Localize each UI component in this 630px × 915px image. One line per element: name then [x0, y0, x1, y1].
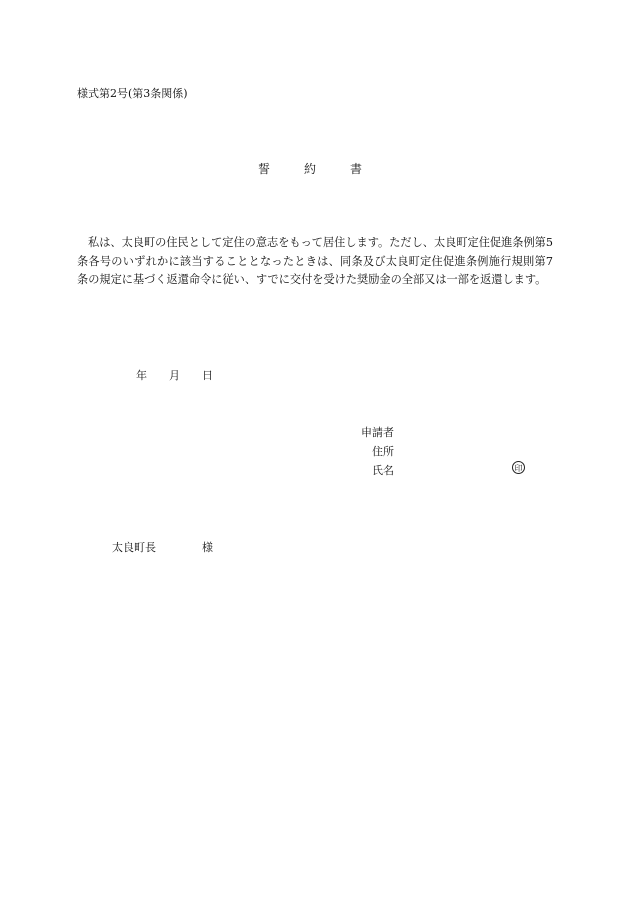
- month-label: 月: [169, 369, 180, 382]
- addressee-honorific: 様: [202, 541, 213, 554]
- title-char-1: 誓: [258, 162, 271, 176]
- addressee-name: 太良町長: [112, 541, 156, 554]
- pledge-body-text: 私は、太良町の住民として定住の意志をもって居住します。ただし、太良町定住促進条例第5条各号のいずれかに該当することとなったときは、同条及び太良町定住促進条例施行規則第7条の規定に基づく返還命令に従い、すでに交付を受けた奨励金の全部又は一部を返還します。: [77, 236, 553, 286]
- year-label: 年: [136, 369, 147, 382]
- date-line: [136, 367, 213, 383]
- title-char-2: 約: [304, 162, 317, 176]
- name-label: 氏名: [372, 464, 394, 477]
- address-label: 住所: [372, 445, 394, 458]
- seal-icon: 印: [512, 461, 525, 474]
- addressee: [112, 539, 213, 555]
- title-char-3: 書: [350, 162, 363, 176]
- day-label: 日: [202, 369, 213, 382]
- applicant-label: 申請者: [361, 426, 394, 439]
- form-number: 様式第2号(第3条関係): [77, 87, 188, 100]
- document-title: [258, 160, 362, 177]
